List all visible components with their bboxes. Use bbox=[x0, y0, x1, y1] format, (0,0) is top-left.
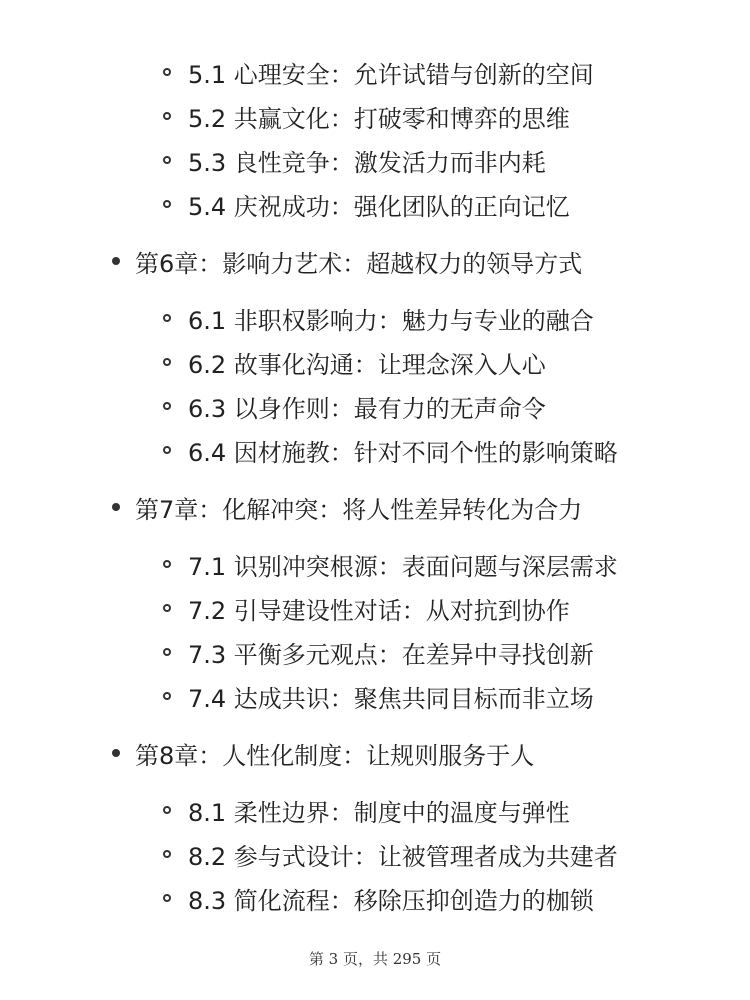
solid-bullet-icon bbox=[112, 749, 120, 757]
hollow-bullet-icon bbox=[163, 648, 171, 656]
hollow-bullet-icon bbox=[163, 604, 171, 612]
hollow-bullet-icon bbox=[163, 806, 171, 814]
toc-item-text: 8.3 简化流程：移除压抑创造力的枷锁 bbox=[188, 886, 594, 915]
toc-item-text: 6.1 非职权影响力：魅力与专业的融合 bbox=[188, 306, 594, 335]
toc-item-text: 7.3 平衡多元观点：在差异中寻找创新 bbox=[188, 640, 594, 669]
hollow-bullet-icon bbox=[163, 358, 171, 366]
hollow-bullet-icon bbox=[163, 314, 171, 322]
page-number-footer: 第 3 页，共 295 页 bbox=[308, 950, 442, 968]
hollow-bullet-icon bbox=[163, 112, 171, 120]
toc-item-text: 5.2 共赢文化：打破零和博弈的思维 bbox=[188, 104, 570, 133]
hollow-bullet-icon bbox=[163, 850, 171, 858]
hollow-bullet-icon bbox=[163, 692, 171, 700]
toc-item-text: 6.2 故事化沟通：让理念深入人心 bbox=[188, 350, 546, 379]
toc-item-text: 7.1 识别冲突根源：表面问题与深层需求 bbox=[188, 552, 618, 581]
toc-item-text: 8.1 柔性边界：制度中的温度与弹性 bbox=[188, 798, 570, 827]
toc-item-text: 8.2 参与式设计：让被管理者成为共建者 bbox=[188, 842, 618, 871]
hollow-bullet-icon bbox=[163, 446, 171, 454]
toc-item-text: 第8章：人性化制度：让规则服务于人 bbox=[135, 741, 535, 770]
hollow-bullet-icon bbox=[163, 560, 171, 568]
toc-item-text: 第7章：化解冲突：将人性差异转化为合力 bbox=[135, 495, 583, 524]
hollow-bullet-icon bbox=[163, 402, 171, 410]
solid-bullet-icon bbox=[112, 503, 120, 511]
toc-item-text: 5.4 庆祝成功：强化团队的正向记忆 bbox=[188, 192, 570, 221]
toc-item-text: 7.2 引导建设性对话：从对抗到协作 bbox=[188, 596, 570, 625]
toc-item-text: 7.4 达成共识：聚焦共同目标而非立场 bbox=[188, 684, 594, 713]
toc-item-text: 5.3 良性竞争：激发活力而非内耗 bbox=[188, 148, 546, 177]
solid-bullet-icon bbox=[112, 257, 120, 265]
hollow-bullet-icon bbox=[163, 200, 171, 208]
hollow-bullet-icon bbox=[163, 68, 171, 76]
hollow-bullet-icon bbox=[163, 156, 171, 164]
toc-item-text: 6.4 因材施教：针对不同个性的影响策略 bbox=[188, 438, 618, 467]
toc-item-text: 6.3 以身作则：最有力的无声命令 bbox=[188, 394, 546, 423]
toc-item-text: 第6章：影响力艺术：超越权力的领导方式 bbox=[135, 249, 583, 278]
hollow-bullet-icon bbox=[163, 894, 171, 902]
toc-item-text: 5.1 心理安全：允许试错与创新的空间 bbox=[188, 60, 594, 89]
